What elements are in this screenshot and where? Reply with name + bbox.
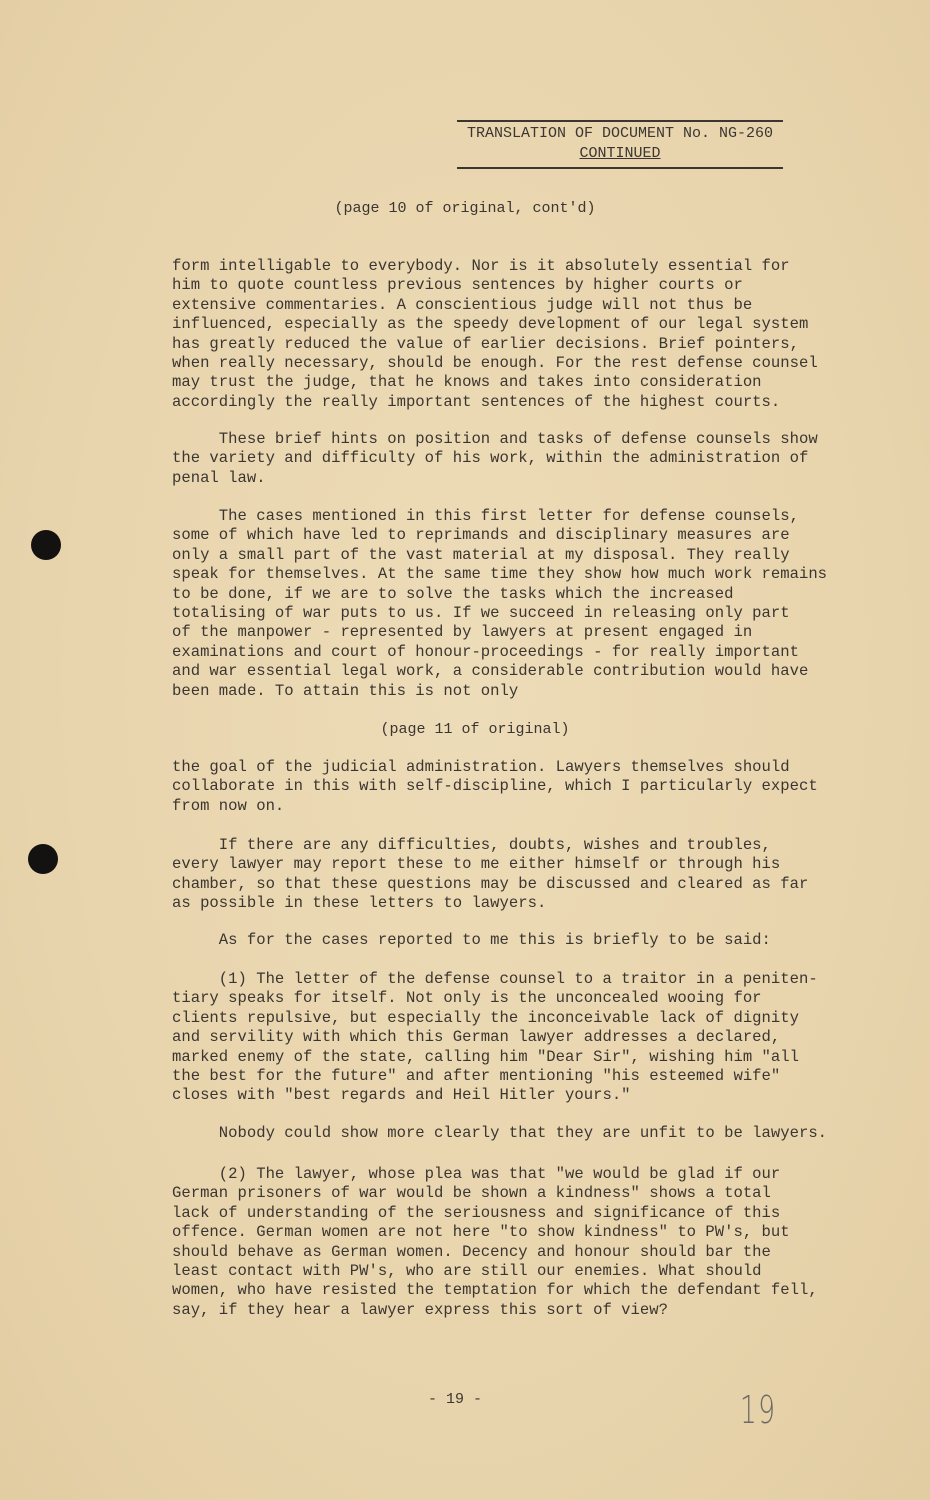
page-number: - 19 - [427,1391,482,1408]
text-line: every lawyer may report these to me either himself or through his [172,855,781,874]
text-line: and war essential legal work, a considerable contribution would have [172,662,809,681]
paragraph [172,507,827,701]
text-line: been made. To attain this is not only [172,681,519,700]
header-continued: CONTINUED [579,145,661,162]
text-line: should behave as German women. Decency and honour should bar the [172,1242,771,1261]
text-line: when really necessary, should be enough. For the rest defense counsel [172,354,818,373]
text-line: clients repulsive, but especially the inconceivable lack of dignity [172,1008,799,1027]
text-line: has greatly reduced the value of earlier decisions. Brief pointers, [172,334,799,353]
page-marker-10: (page 10 of original, cont'd) [334,200,596,217]
text-line: women, who have resisted the temptation for which the defendant fell, [172,1281,818,1300]
text-line: say, if they hear a lawyer express this sort of view? [172,1300,668,1319]
document-header [457,120,783,169]
text-line: of the manpower - represented by lawyers at present engaged in [172,623,753,642]
text-line: The cases mentioned in this first letter for defense counsels, [172,507,799,525]
text-line: As for the cases reported to me this is briefly to be said: [172,931,771,949]
text-line: chamber, so that these questions may be discussed and cleared as far [172,874,809,893]
text-line: him to quote countless previous sentences by higher courts or [172,276,743,295]
text-line: totalising of war puts to us. If we succeed in releasing only part [172,604,790,623]
paragraph [172,836,808,914]
text-line: the goal of the judicial administration. Lawyers themselves should [172,758,790,776]
text-line: from now on. [172,796,285,815]
text-line: speak for themselves. At the same time they show how much work remains [172,565,828,584]
text-line: closes with "best regards and Heil Hitler yours." [172,1086,631,1105]
text-line: may trust the judge, that he knows and takes into consideration [172,373,762,392]
text-line: (1) The letter of the defense counsel to a traitor in a peniten- [172,970,818,988]
text-line: lack of understanding of the seriousness and significance of this [172,1203,781,1222]
text-line: the best for the future" and after mentioning "his esteemed wife" [172,1067,781,1086]
text-line: examinations and court of honour-proceedings - for really important [172,642,799,661]
text-line: accordingly the really important sentences of the highest courts. [172,392,781,411]
text-line: German prisoners of war would be shown a kindness" shows a total [172,1184,771,1203]
punch-hole [31,530,61,560]
paragraph [172,430,818,488]
text-line: influenced, especially as the speedy development of our legal system [172,315,809,334]
text-line: Nobody could show more clearly that they are unfit to be lawyers. [172,1124,828,1142]
text-line: least contact with PW's, who are still our enemies. What should [172,1262,762,1281]
text-line: only a small part of the vast material at my disposal. They really [172,545,790,564]
text-line: If there are any difficulties, doubts, wishes and troubles, [172,836,771,854]
text-line: extensive commentaries. A conscientious judge will not thus be [172,295,753,314]
text-line: marked enemy of the state, calling him "Dear Sir", wishing him "all [172,1047,799,1066]
text-line: and servility with which this German lawyer addresses a declared, [172,1028,781,1047]
paragraph [172,257,818,412]
text-line: penal law. [172,468,266,487]
text-line: form intelligable to everybody. Nor is it absolutely essential for [172,257,790,275]
text-line: the variety and difficulty of his work, within the administration of [172,449,809,468]
paragraph [172,931,771,950]
punch-hole [28,844,58,874]
text-line: to be done, if we are to solve the tasks which the increased [172,584,734,603]
paragraph [172,1165,818,1320]
header-title: TRANSLATION OF DOCUMENT No. NG-260 [466,125,774,142]
page-marker-11: (page 11 of original) [380,721,570,738]
text-line: collaborate in this with self-discipline, which I particularly expect [172,777,818,796]
paragraph [172,758,818,816]
text-line: offence. German women are not here "to show kindness" to PW's, but [172,1223,790,1242]
text-line: some of which have led to reprimands and disciplinary measures are [172,526,790,545]
text-line: These brief hints on position and tasks of defense counsels show [172,430,818,448]
paragraph [172,1124,827,1143]
text-line: tiary speaks for itself. Not only is the unconcealed wooing for [172,989,762,1008]
text-line: (2) The lawyer, whose plea was that "we would be glad if our [172,1165,781,1183]
text-line: as possible in these letters to lawyers. [172,894,547,913]
handwritten-page-number: 19 [739,1388,777,1432]
paragraph [172,970,818,1106]
